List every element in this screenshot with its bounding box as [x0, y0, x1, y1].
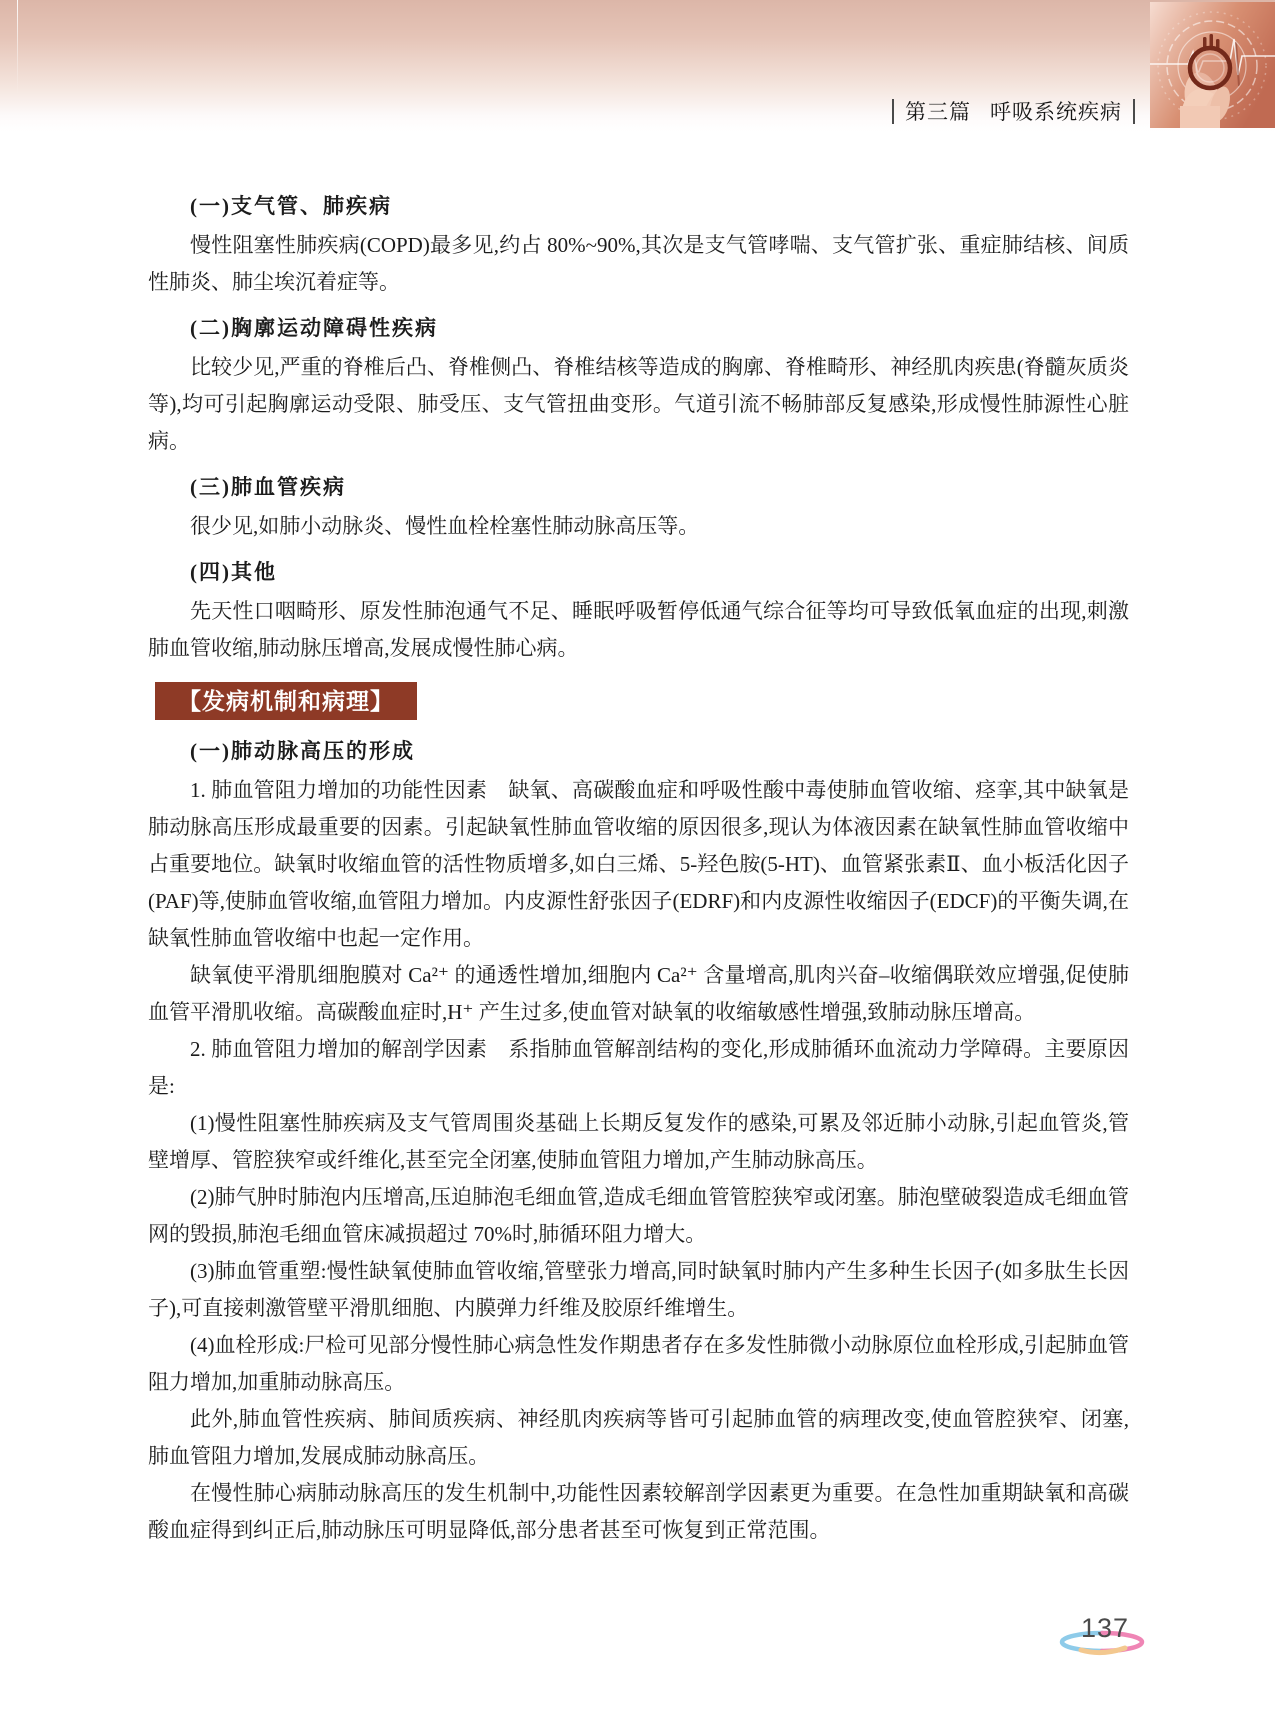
section-heading: (三)肺血管疾病 [190, 475, 346, 499]
stethoscope-icon [1150, 2, 1275, 128]
page-body [148, 188, 1129, 1549]
section-title-box: 【发病机制和病理】 [155, 682, 417, 720]
section-heading: (一)支气管、肺疾病 [190, 194, 392, 218]
body-paragraph: 比较少见,严重的脊椎后凸、脊椎侧凸、脊椎结核等造成的胸廓、脊椎畸形、神经肌肉疾患(脊髓灰质炎等),均可引起胸廓运动受限、肺受压、支气管扭曲变形。气道引流不畅肺部反复感染,形成慢性肺源性心脏病。 [148, 355, 1129, 453]
body-paragraph: 2. 肺血管阻力增加的解剖学因素 系指肺血管解剖结构的变化,形成肺循环血流动力学障碍。主要原因是: [148, 1037, 1129, 1098]
body-paragraph: (3)肺血管重塑:慢性缺氧使肺血管收缩,管壁张力增高,同时缺氧时肺内产生多种生长因子(如多肽生长因子),可直接刺激管壁平滑肌细胞、内膜弹力纤维及胶原纤维增生。 [148, 1259, 1129, 1320]
header-left-bar [892, 99, 894, 124]
section-heading: (二)胸廓运动障碍性疾病 [190, 316, 438, 340]
margin-hairline [17, 0, 18, 96]
section-heading: (四)其他 [190, 560, 277, 584]
body-paragraph: 很少见,如肺小动脉炎、慢性血栓栓塞性肺动脉高压等。 [190, 514, 700, 538]
page-number: 137 [1080, 1613, 1130, 1643]
body-paragraph: 1. 肺血管阻力增加的功能性因素 缺氧、高碳酸血症和呼吸性酸中毒使肺血管收缩、痉挛,其中缺氧是肺动脉高压形成最重要的因素。引起缺氧性肺血管收缩的原因很多,现认为体液因素在缺氧性肺血管收缩中占重要地位。缺氧时收缩血管的活性物质增多,如白三烯、5-羟色胺(5-HT)、血管紧张素Ⅱ、血小板活化因子(PAF)等,使肺血管收缩,血管阻力增加。内皮源性舒张因子(EDRF)和内皮源性收缩因子(EDCF)的平衡失调,在缺氧性肺血管收缩中也起一定作用。 [148, 778, 1129, 950]
body-paragraph: 先天性口咽畸形、原发性肺泡通气不足、睡眠呼吸暂停低通气综合征等均可导致低氧血症的出现,刺激肺血管收缩,肺动脉压增高,发展成慢性肺心病。 [148, 599, 1129, 660]
body-paragraph: (1)慢性阻塞性肺疾病及支气管周围炎基础上长期反复发作的感染,可累及邻近肺小动脉,引起血管炎,管壁增厚、管腔狭窄或纤维化,甚至完全闭塞,使肺血管阻力增加,产生肺动脉高压。 [148, 1111, 1129, 1172]
page-number-area [1045, 1612, 1165, 1658]
section-heading: (一)肺动脉高压的形成 [190, 739, 415, 763]
body-paragraph: 缺氧使平滑肌细胞膜对 Ca²⁺ 的通透性增加,细胞内 Ca²⁺ 含量增高,肌肉兴奋–收缩偶联效应增强,促使肺血管平滑肌收缩。高碳酸血症时,H⁺ 产生过多,使血管对缺氧的收缩敏感性增强,致肺动脉压增高。 [148, 963, 1129, 1024]
header-right-bar [1133, 99, 1135, 124]
part-title: 呼吸系统疾病 [990, 101, 1122, 124]
running-header [892, 96, 1135, 126]
body-paragraph: 此外,肺血管性疾病、肺间质疾病、神经肌肉疾病等皆可引起肺血管的病理改变,使血管腔狭窄、闭塞,肺血管阻力增加,发展成肺动脉高压。 [148, 1407, 1129, 1468]
stethoscope-photo [1150, 2, 1275, 128]
body-paragraph: (2)肺气肿时肺泡内压增高,压迫肺泡毛细血管,造成毛细血管管腔狭窄或闭塞。肺泡壁破裂造成毛细血管网的毁损,肺泡毛细血管床减损超过 70%时,肺循环阻力增大。 [148, 1185, 1129, 1246]
body-paragraph: 慢性阻塞性肺疾病(COPD)最多见,约占 80%~90%,其次是支气管哮喘、支气管扩张、重症肺结核、间质性肺炎、肺尘埃沉着症等。 [148, 233, 1129, 294]
part-label: 第三篇 [905, 101, 971, 124]
body-paragraph: 在慢性肺心病肺动脉高压的发生机制中,功能性因素较解剖学因素更为重要。在急性加重期缺氧和高碳酸血症得到纠正后,肺动脉压可明显降低,部分患者甚至可恢复到正常范围。 [148, 1481, 1129, 1542]
body-paragraph: (4)血栓形成:尸检可见部分慢性肺心病急性发作期患者存在多发性肺微小动脉原位血栓形成,引起肺血管阻力增加,加重肺动脉高压。 [148, 1333, 1129, 1394]
